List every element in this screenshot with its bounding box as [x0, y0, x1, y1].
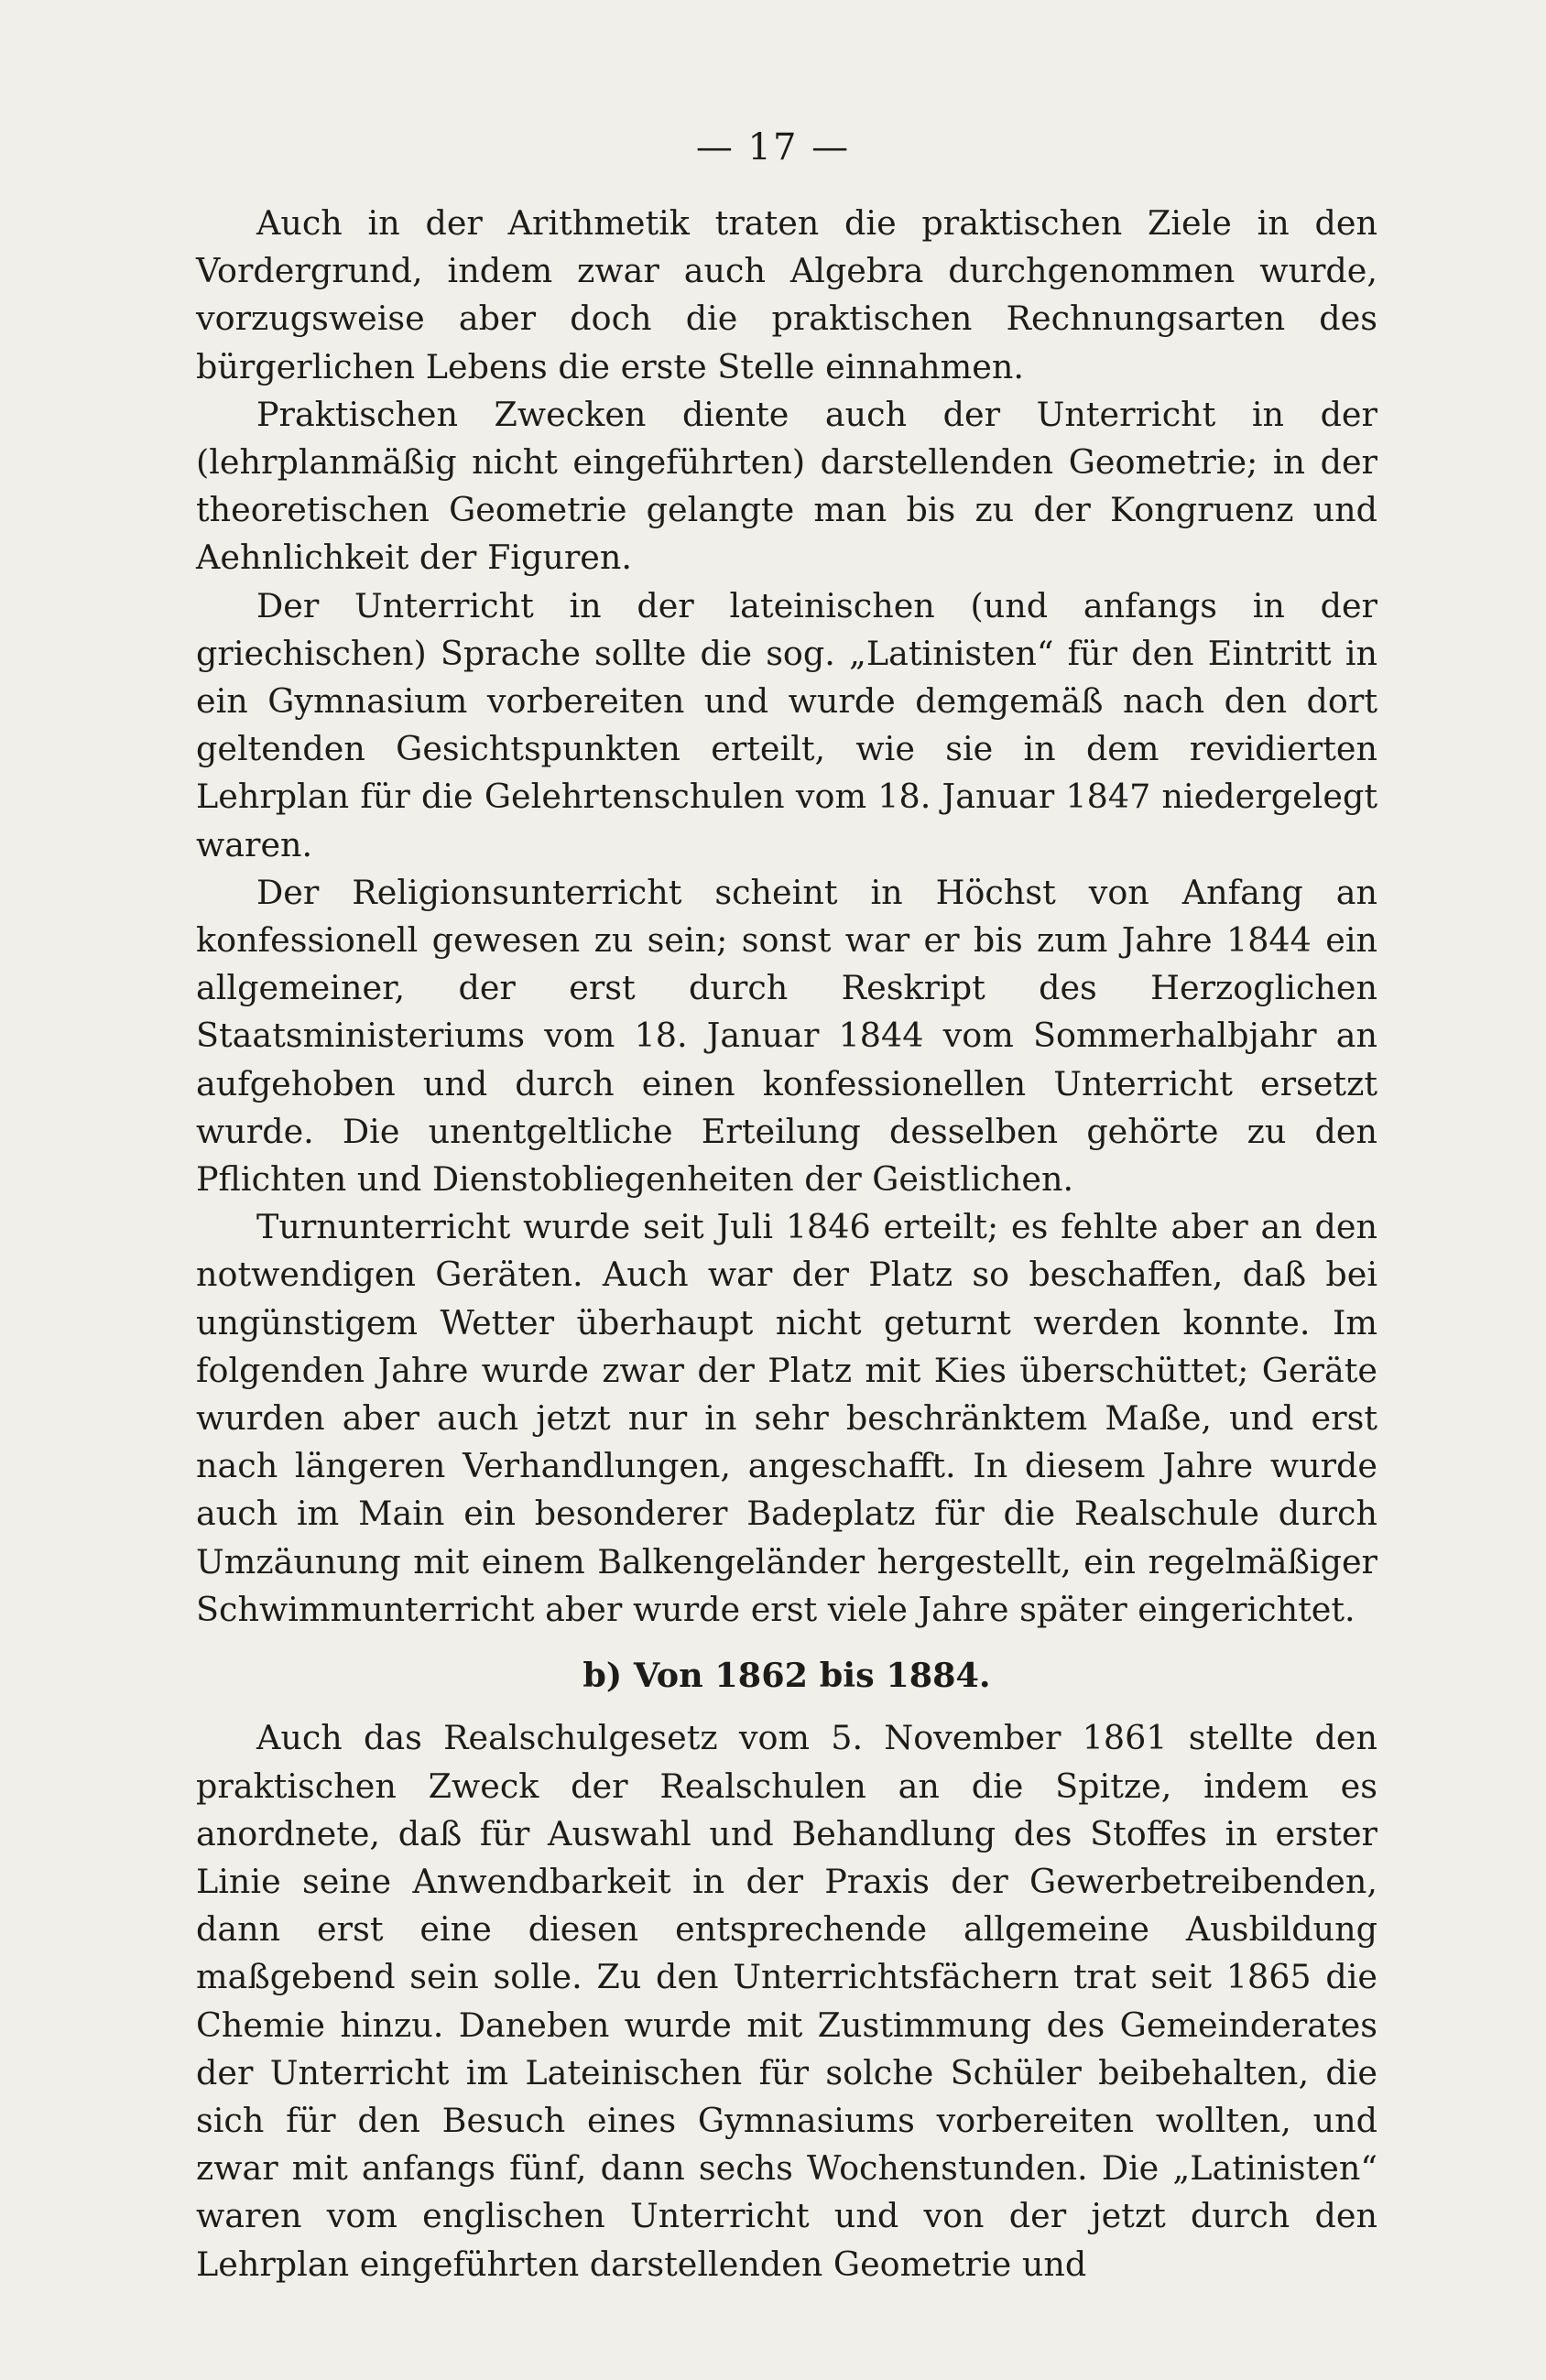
- paragraph-realschulgesetz: Auch das Realschulgesetz vom 5. November 1861 stellte den praktischen Zweck der Realschulen an die Spitze, indem es anordnete, daß für Auswahl und Behandlung des Stoffes in erster Linie seine Anwendbarkeit in der Praxis der Gewerbetreibenden, dann erst eine diesen entsprechende allgemeine Ausbildung maßgebend sein solle. Zu den Unterrichtsfächern trat seit 1865 die Chemie hinzu. Daneben wurde mit Zustimmung des Gemeinderates der Unterricht im Lateinischen für solche Schüler beibehalten, die sich für den Besuch eines Gymnasiums vorbereiten wollten, und zwar mit anfangs fünf, dann sechs Wochenstunden. Die „Latinisten“ waren vom englischen Unterricht und von der jetzt durch den Lehrplan eingeführten darstellenden Geometrie und: [196, 1718, 1377, 2284]
- paragraph-latin: Der Unterricht in der lateinischen (und anfangs in der griechischen) Sprache sollte die sog. „Latinisten“ für den Eintritt in ein Gymnasium vorbereiten und wurde demgemäß nach den dort geltenden Gesichtspunkten erteilt, wie sie in dem revidierten Lehrplan für die Gelehrtenschulen vom 18. Januar 1847 niedergelegt waren.: [196, 585, 1377, 864]
- paragraph-religion: Der Religionsunterricht scheint in Höchst von Anfang an konfessionell gewesen zu sein; sonst war er bis zum Jahre 1844 ein allgemeiner, der erst durch Reskript des Herzoglichen Staatsministeriums vom 18. Januar 1844 vom Sommerhalbjahr an aufgehoben und durch einen konfessionellen Unterricht ersetzt wurde. Die unentgeltliche Erteilung desselben gehörte zu den Pflichten und Dienstobliegenheiten der Geistlichen.: [196, 872, 1377, 1200]
- paragraph-geometry: Praktischen Zwecken diente auch der Unterricht in der (lehrplanmäßig nicht eingeführten) darstellenden Geometrie; in der theoretischen Geometrie gelangte man bis zu der Kongruenz und Aehnlichkeit der Figuren.: [196, 394, 1377, 578]
- page-body: [196, 200, 1377, 2288]
- paragraph-arithmetic: Auch in der Arithmetik traten die praktischen Ziele in den Vordergrund, indem zwar auch Algebra durchgenommen wurde, vorzugsweise aber doch die praktischen Rechnungsarten des bürgerlichen Lebens die erste Stelle einnahmen.: [196, 203, 1377, 386]
- paragraph-gymnastics: Turnunterricht wurde seit Juli 1846 erteilt; es fehlte aber an den notwendigen Geräten. Auch war der Platz so beschaffen, daß bei ungünstigem Wetter überhaupt nicht geturnt werden konnte. Im folgenden Jahre wurde zwar der Platz mit Kies überschüttet; Geräte wurden aber auch jetzt nur in sehr beschränktem Maße, und erst nach längeren Verhandlungen, angeschafft. In diesem Jahre wurde auch im Main ein besonderer Badeplatz für die Realschule durch Umzäunung mit einem Balkengeländer hergestellt, ein regelmäßiger Schwimmunterricht aber wurde erst viele Jahre später eingerichtet.: [196, 1207, 1377, 1629]
- section-heading: b) Von 1862 bis 1884.: [582, 1656, 991, 1696]
- page-number: — 17 —: [695, 126, 851, 168]
